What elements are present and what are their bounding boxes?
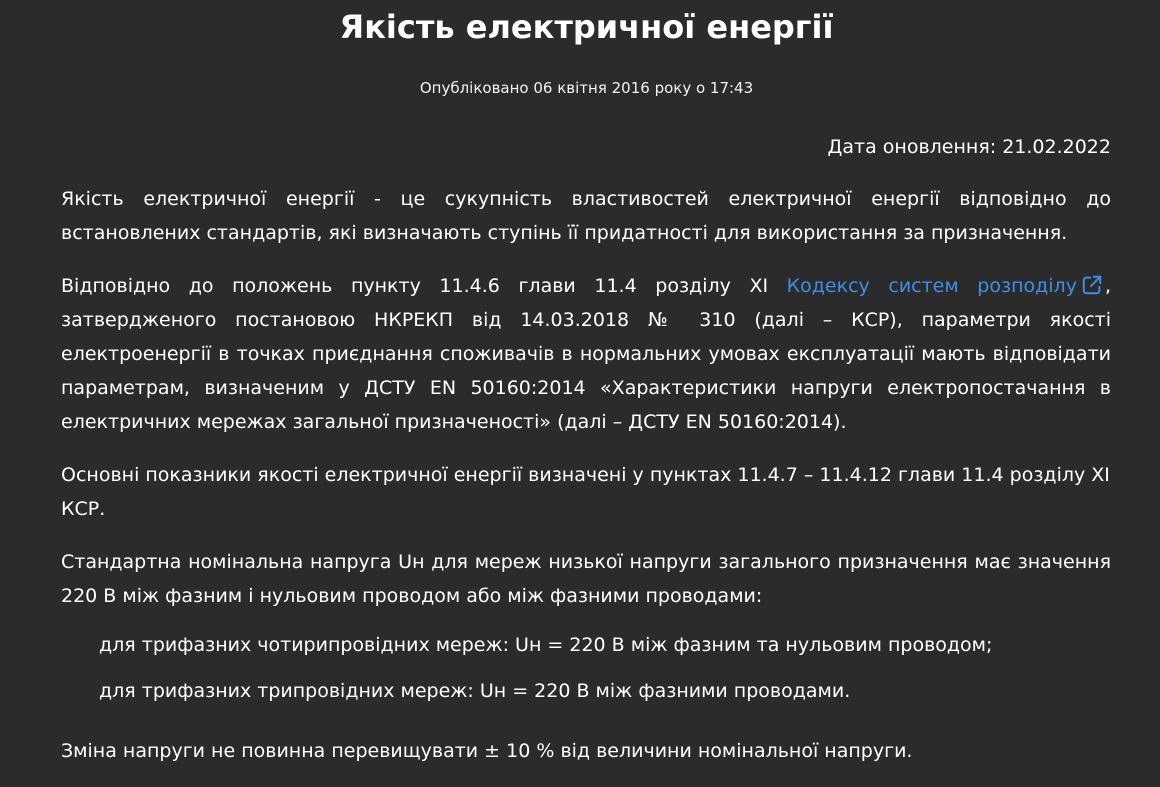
published-date: Опубліковано 06 квітня 2016 року о 17:43 xyxy=(419,79,754,97)
list-item: для трифазних чотирипровідних мереж: Uн = 220 В між фазним та нульовим проводом; xyxy=(99,634,993,656)
paragraph-regulation xyxy=(61,269,1111,439)
paragraph-nominal-voltage: Стандартна номінальна напруга Uн для мереж низької напруги загального призначення має значення 220 В між фазним і нульовим проводом або між фазними проводами: xyxy=(61,551,1111,607)
paragraph-voltage-deviation: Зміна напруги не повинна перевищувати ± 10 % від величини номінальної напруги. xyxy=(61,740,913,762)
distribution-code-link-label: Кодексу систем розподілу xyxy=(786,275,1077,297)
paragraph-indicators: Основні показники якості електричної енергії визначені у пунктах 11.4.7 – 11.4.12 глави 11.4 розділу ХІ КСР. xyxy=(61,464,1110,520)
voltage-list xyxy=(61,628,1111,708)
paragraph-definition: Якість електричної енергії - це сукупність властивостей електричної енергії відповідно до встановлених стандартів, які визначають ступінь її придатності для використання за призначення. xyxy=(61,188,1111,244)
updated-date: Дата оновлення: 21.02.2022 xyxy=(827,136,1111,158)
article-body xyxy=(61,182,1111,787)
distribution-code-link[interactable] xyxy=(787,275,1105,297)
paragraph-regulation-start: Відповідно до положень пункту 11.4.6 глави 11.4 розділу ХІ xyxy=(61,275,787,297)
paragraph-regulation-end: , затвердженого постановою НКРЕКП від 14.03.2018 № 310 (далі – КСР), параметри якості електроенергії в точках приєднання споживачів в нормальних умовах експлуатації мають відповідати параметрам, визначеним у ДСТУ EN 50160:2014 «Характеристики напруги електропостачання в електричних мережах загальної призначеності» (далі – ДСТУ EN 50160:2014). xyxy=(61,275,1111,433)
external-link-icon xyxy=(1081,274,1103,296)
list-item: для трифазних трипровідних мереж: Uн = 220 В між фазними проводами. xyxy=(99,680,851,702)
page-title: Якість електричної енергії xyxy=(339,8,834,46)
